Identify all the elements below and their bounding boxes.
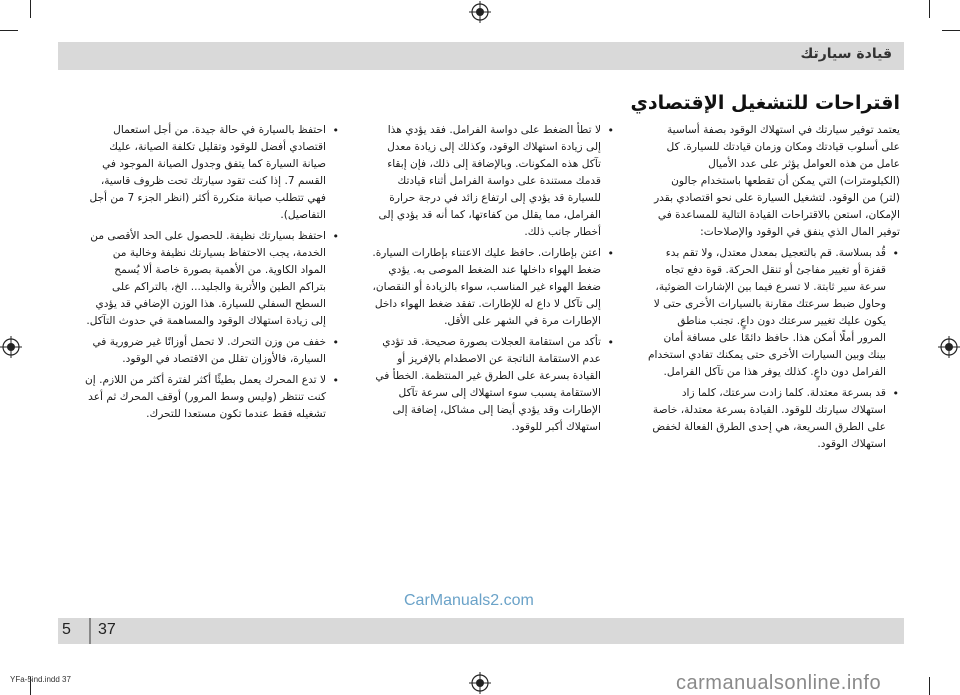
- list-item: • اعتن بإطارات. حافظ عليك الاعتناء بإطارات السيارة. ضغط الهواء داخلها عند الضغط الموصى به. يؤدي ضغط الهواء غير المناسب، سواء بالزيادة أو النقصان، إلى تآكل لا داع له للإطارات. تفقد ضغط الهواء داخل الإطارات مرة في الشهر على الأقل.: [370, 245, 601, 330]
- page-header: [58, 42, 904, 70]
- page-footer: [58, 618, 904, 644]
- watermark: CarManuals2.com: [404, 592, 534, 609]
- header-title: قيادة سيارتك: [800, 46, 892, 62]
- bottom-watermark: carmanualsonline.info: [676, 672, 882, 694]
- list-item: • احتفظ بالسيارة في حالة جيدة. من أجل استعمال اقتصادي أفضل للوقود وتقليل تكلفة الصيانة، عليك صيانة السيارة كما يتفق وجدول الصيانة الموجود في القسم 7. إذا كنت تقود سيارتك تحت ظروف قاسية، فهي تتطلب صيانة متكررة أكثر (انظر الجزء 7 من أجل التفاصيل).: [84, 122, 326, 224]
- footer-divider: [89, 618, 91, 644]
- list-item: • قُد بسلاسة. قم بالتعجيل بمعدل معتدل، ولا تقم بدء قفزة أو تغيير مفاجئ أو تنقل الحركة. قوة دفع تجاه سرعة سير ثابتة. لا تسرع فيما بين الإشارات الضوئية، وحاول ضبط سرعتك مقارنة بالسيارات الأخرى حتى لا يكون عليك تغيير سرعتك دون داعٍ. تجنب مناطق المرور أملًا أمكن هذا. حافظ دائمًا على مسافة أمان بينك وبين السيارات الأخرى حتى يمكنك تفادي استخدام الفرامل دون داعٍ. كذلك يوفر هذا من تآكل الفرامل.: [648, 245, 886, 381]
- section-number: 5: [62, 621, 71, 638]
- text-column-left: [84, 122, 340, 427]
- list-item: • خفف من وزن التحرك. لا تحمل أوزانًا غير ضرورية في السيارة، فالأوزان تقلل من الاقتصاد في الوقود.: [84, 334, 326, 368]
- list-item: • لا تطأ الضغط على دواسة الفرامل. فقد يؤدي هذا إلى زيادة استهلاك الوقود، وكذلك إلى زيادة معدل تآكل هذه المكونات. وبالإضافة إلى ذلك، فإن إبقاء قدمك مستندة على دواسة الفرامل أثناء قيادتك للسيارة قد يؤدي إلى ارتفاع زائد في درجة حرارة الفرامل، مما يقلل من كفاءتها، كما أنه قد يؤدي إلى أخطار جانب ذلك.: [370, 122, 601, 241]
- bullet-list: [84, 122, 340, 423]
- crop-mark: [929, 0, 930, 18]
- list-item: • قد بسرعة معتدلة. كلما زادت سرعتك، كلما زاد استهلاك سيارتك للوقود. القيادة بسرعة معتدلة، خاصة على الطرق السريعة، هي إحدى الطرق الفعالة لخفض استهلاك الوقود.: [648, 385, 886, 453]
- bullet-list: [370, 122, 615, 436]
- intro-paragraph: يعتمد توفير سيارتك في استهلاك الوقود بصفة أساسية على أسلوب قيادتك ومكان وزمان قيادتك للسيارة. كل عامل من هذه العوامل يؤثر على عدد الأميال (الكيلومترات) التي يمكن أن تقطعها باستخدام جالون (لتر) من الوقود. لتشغيل السيارة على نحو اقتصادي بقدر الإمكان، استعن بالاقتراحات القيادة التالية للمساعدة في توفير المال الذي ينفق في الوقود والإصلاحات:: [654, 124, 900, 238]
- list-item: • احتفظ بسيارتك نظيفة. للحصول على الحد الأقصى من الخدمة، يجب الاحتفاظ بسيارتك نظيفة وخالية من المواد الكاوية. من الأهمية بصورة خاصة ألا يُسمح بتراكم الطين والأتربة والجليد... الخ، بالتراكم على السطح السفلي للسيارة. هذا الوزن الإضافي قد يؤدي إلى زيادة استهلاك الوقود والمساهمة في حدوث التآكل.: [84, 228, 326, 330]
- print-slug-file: YFa-5ind.indd 37: [10, 675, 71, 684]
- crop-mark: [942, 30, 960, 31]
- registration-mark-icon: [469, 1, 491, 23]
- text-column-right: [648, 122, 900, 457]
- registration-mark-icon: [938, 336, 960, 358]
- text-column-middle: [370, 122, 615, 440]
- crop-mark: [0, 30, 18, 31]
- list-item: • لا تدع المحرك يعمل بطيئًا أكثر لفترة أكثر من اللازم. إن كنت تنتظر (وليس وسط المرور) أوقف المحرك ثم أعد تشغيله فقط عندما تكون مستعدا للتحرك.: [84, 372, 326, 423]
- page-number: 37: [98, 621, 116, 638]
- list-item: • تأكد من استقامة العجلات بصورة صحيحة. قد تؤدي عدم الاستقامة الناتجة عن الاصطدام بالإفريز أو القيادة بسرعة على الطرق غير المنتظمة. الخطأ في الاستقامة يسبب سوء استهلاك إلى سرعة تآكل الإطارات وقد يؤدي أيضا إلى مشاكل، إضافة إلى استهلاك أكبر للوقود.: [370, 334, 601, 436]
- registration-mark-icon: [0, 336, 22, 358]
- section-title: اقتراحات للتشغيل الإقتصادي: [630, 92, 900, 114]
- crop-mark: [929, 677, 930, 695]
- crop-mark: [30, 0, 31, 18]
- bullet-list: [648, 245, 900, 453]
- registration-mark-icon: [469, 672, 491, 694]
